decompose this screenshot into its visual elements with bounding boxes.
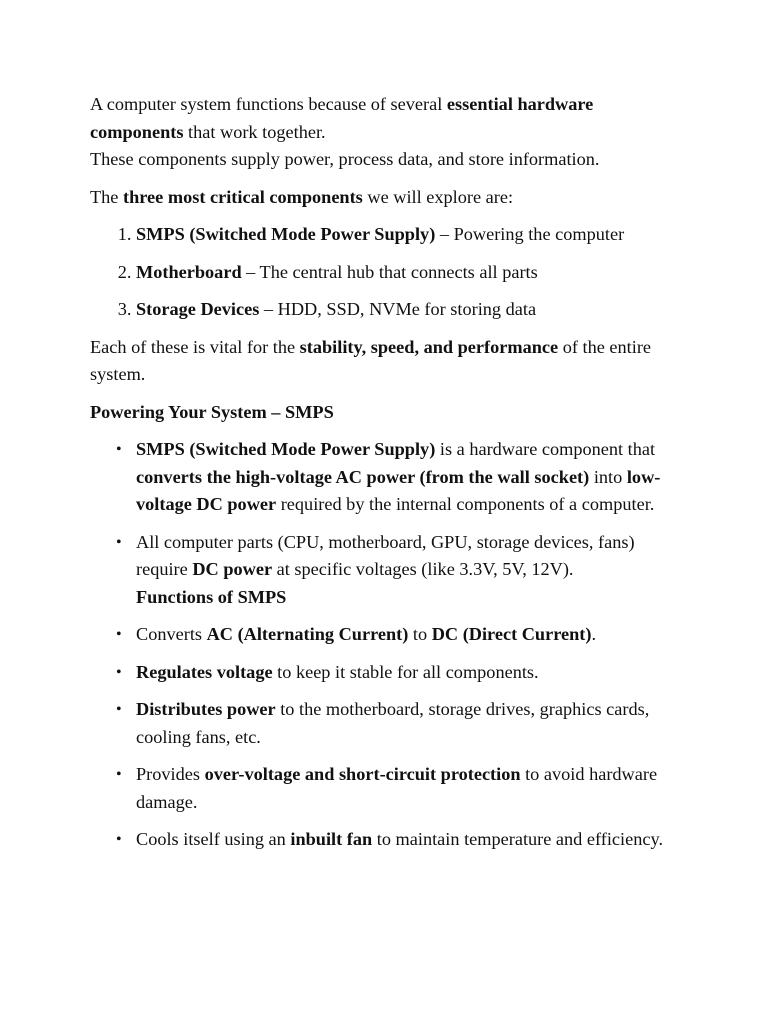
intro-emphasis: essential hardware components <box>90 94 594 142</box>
list-item: • All computer parts (CPU, motherboard, GPU, storage devices, fans) require DC power at specific voltages (like 3.3V, 5V, 12V). <box>136 529 690 584</box>
list-item: • Converts AC (Alternating Current) to DC (Direct Current). <box>136 621 690 649</box>
vital-paragraph: Each of these is vital for the stability, speed, and performance of the entire system. <box>90 336 652 384</box>
list-item: 1. SMPS (Switched Mode Power Supply) – Powering the computer <box>136 221 690 249</box>
list-item: 2. Motherboard – The central hub that connects all parts <box>136 259 690 287</box>
list-item: • SMPS (Switched Mode Power Supply) is a hardware component that converts the high-voltage AC power (from the wall socket) into low-voltage DC power required by the internal components of a computer. <box>136 436 690 519</box>
section-heading: Powering Your System – SMPS <box>90 401 334 422</box>
list-item: • Distributes power to the motherboard, storage drives, graphics cards, cooling fans, etc. <box>136 696 690 751</box>
document-page <box>90 91 690 854</box>
list-item: 3. Storage Devices – HDD, SSD, NVMe for storing data <box>136 296 690 324</box>
critical-components-list <box>90 221 690 324</box>
intro-second-line: These components supply power, process data, and store information. <box>90 149 600 169</box>
list-item: • Cools itself using an inbuilt fan to maintain temperature and efficiency. <box>136 826 690 854</box>
critical-intro: The three most critical components we will explore are: <box>90 186 514 207</box>
functions-bullet-list <box>90 621 690 854</box>
list-item: • Regulates voltage to keep it stable for all components. <box>136 659 690 687</box>
list-item: • Provides over-voltage and short-circuit protection to avoid hardware damage. <box>136 761 690 816</box>
functions-heading: Functions of SMPS <box>136 586 287 607</box>
intro-paragraph: A computer system functions because of several essential hardware components that work together. <box>90 94 594 142</box>
smps-bullet-list <box>90 436 690 584</box>
